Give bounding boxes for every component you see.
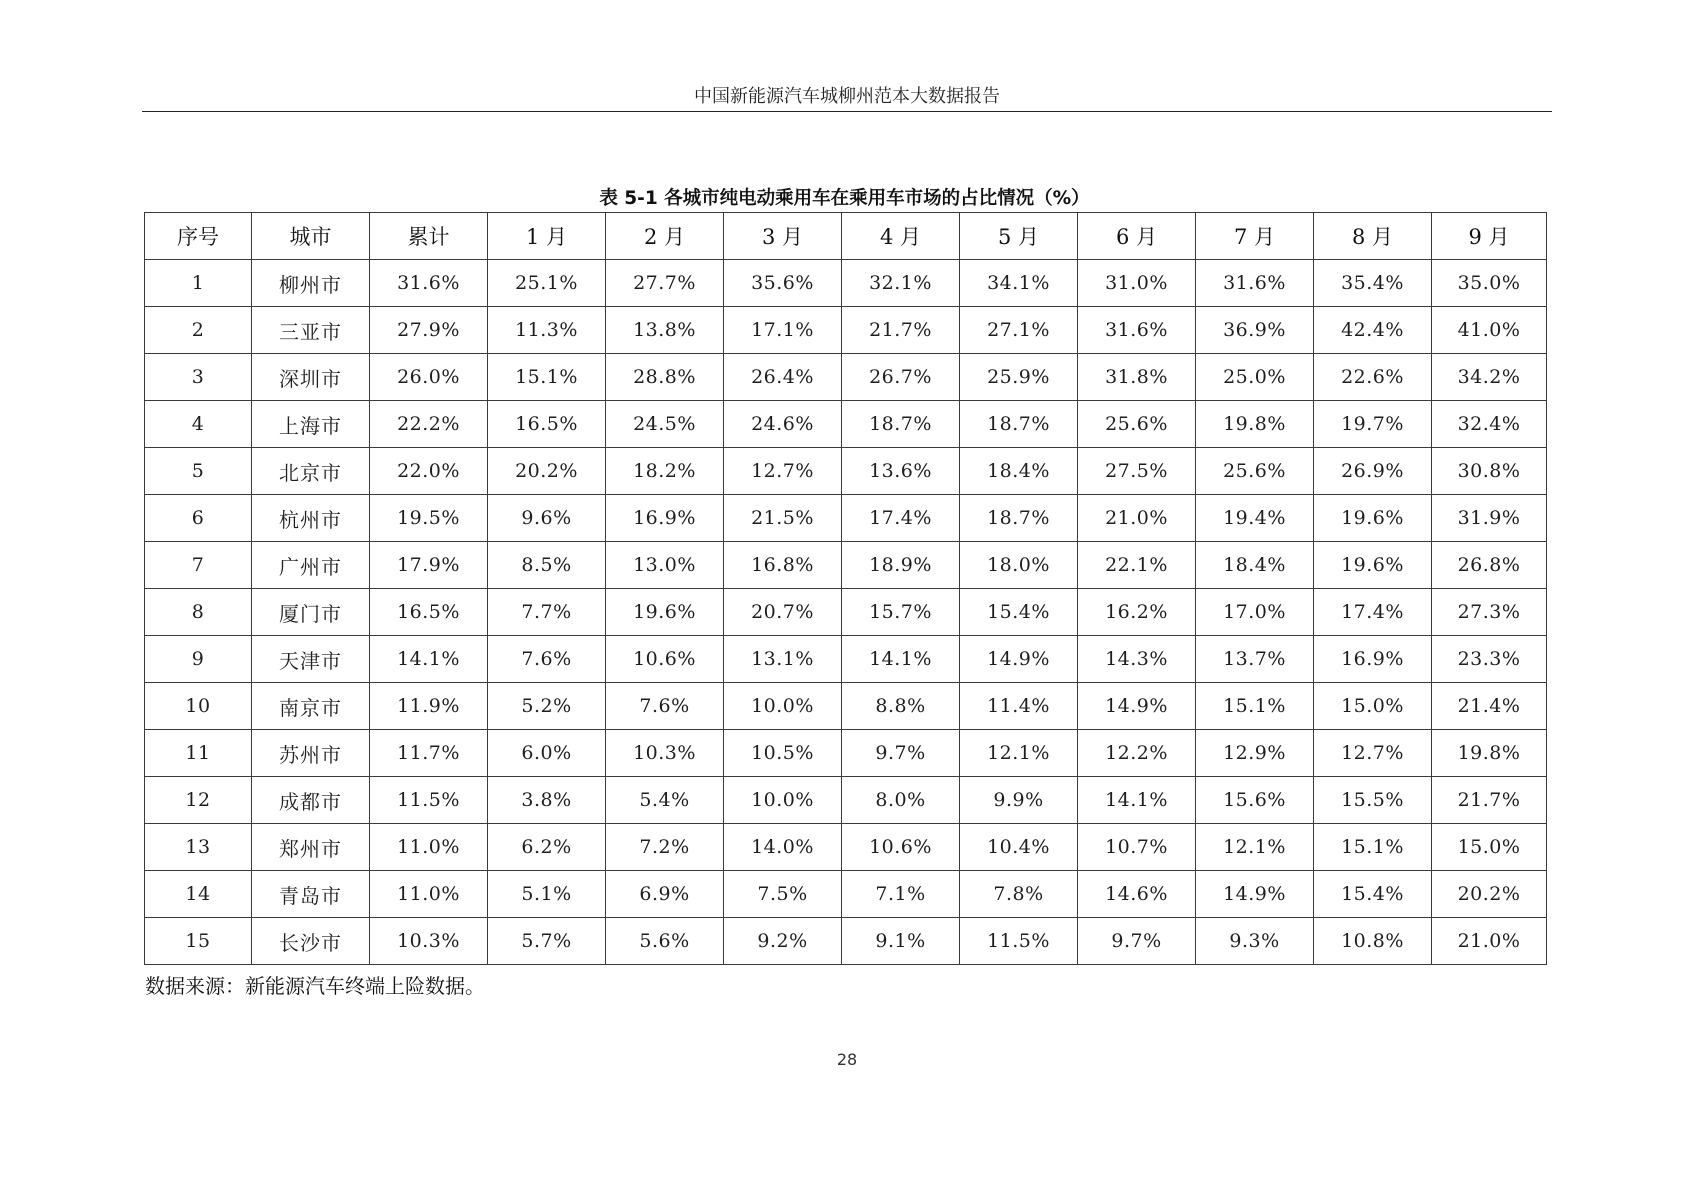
percent-cell: 11.4%: [960, 683, 1078, 730]
percent-cell: 19.6%: [606, 589, 724, 636]
row-index-cell: 3: [145, 354, 252, 401]
percent-cell: 28.8%: [606, 354, 724, 401]
percent-cell: 14.9%: [960, 636, 1078, 683]
percent-cell: 41.0%: [1432, 307, 1547, 354]
page-header-title: 中国新能源汽车城柳州范本大数据报告: [694, 86, 1000, 107]
city-name-cell: 北京市: [252, 448, 370, 495]
table-row: [145, 589, 1547, 636]
percent-cell: 27.9%: [370, 307, 488, 354]
row-index-cell: 12: [145, 777, 252, 824]
percent-cell: 24.6%: [724, 401, 842, 448]
table-row: [145, 307, 1547, 354]
percent-cell: 10.7%: [1078, 824, 1196, 871]
percent-cell: 22.2%: [370, 401, 488, 448]
city-name-cell: 广州市: [252, 542, 370, 589]
row-index-cell: 4: [145, 401, 252, 448]
percent-cell: 17.0%: [1196, 589, 1314, 636]
percent-cell: 12.7%: [724, 448, 842, 495]
column-header: 序号: [145, 213, 252, 260]
percent-cell: 7.7%: [488, 589, 606, 636]
percent-cell: 13.1%: [724, 636, 842, 683]
percent-cell: 21.5%: [724, 495, 842, 542]
percent-cell: 13.7%: [1196, 636, 1314, 683]
percent-cell: 35.6%: [724, 260, 842, 307]
percent-cell: 14.3%: [1078, 636, 1196, 683]
percent-cell: 19.6%: [1314, 542, 1432, 589]
percent-cell: 7.2%: [606, 824, 724, 871]
percent-cell: 13.8%: [606, 307, 724, 354]
city-name-cell: 上海市: [252, 401, 370, 448]
table-row: [145, 683, 1547, 730]
percent-cell: 19.8%: [1432, 730, 1547, 777]
table-row: [145, 260, 1547, 307]
percent-cell: 6.9%: [606, 871, 724, 918]
percent-cell: 18.4%: [960, 448, 1078, 495]
percent-cell: 30.8%: [1432, 448, 1547, 495]
percent-cell: 21.4%: [1432, 683, 1547, 730]
column-header: 5 月: [960, 213, 1078, 260]
percent-cell: 16.2%: [1078, 589, 1196, 636]
percent-cell: 7.6%: [606, 683, 724, 730]
percent-cell: 35.0%: [1432, 260, 1547, 307]
percent-cell: 15.1%: [1196, 683, 1314, 730]
percent-cell: 9.7%: [1078, 918, 1196, 965]
percent-cell: 16.5%: [370, 589, 488, 636]
percent-cell: 20.2%: [1432, 871, 1547, 918]
percent-cell: 14.0%: [724, 824, 842, 871]
percent-cell: 6.2%: [488, 824, 606, 871]
percent-cell: 31.9%: [1432, 495, 1547, 542]
percent-cell: 15.0%: [1314, 683, 1432, 730]
percent-cell: 18.4%: [1196, 542, 1314, 589]
percent-cell: 21.7%: [842, 307, 960, 354]
percent-cell: 25.9%: [960, 354, 1078, 401]
row-index-cell: 14: [145, 871, 252, 918]
percent-cell: 6.0%: [488, 730, 606, 777]
column-header: 3 月: [724, 213, 842, 260]
percent-cell: 21.0%: [1432, 918, 1547, 965]
row-index-cell: 5: [145, 448, 252, 495]
percent-cell: 42.4%: [1314, 307, 1432, 354]
percent-cell: 15.1%: [488, 354, 606, 401]
percent-cell: 27.3%: [1432, 589, 1547, 636]
percent-cell: 22.0%: [370, 448, 488, 495]
percent-cell: 15.6%: [1196, 777, 1314, 824]
percent-cell: 12.2%: [1078, 730, 1196, 777]
percent-cell: 11.0%: [370, 871, 488, 918]
percent-cell: 20.2%: [488, 448, 606, 495]
percent-cell: 26.7%: [842, 354, 960, 401]
percent-cell: 9.9%: [960, 777, 1078, 824]
percent-cell: 12.1%: [960, 730, 1078, 777]
percent-cell: 5.6%: [606, 918, 724, 965]
percent-cell: 10.0%: [724, 777, 842, 824]
percent-cell: 14.1%: [1078, 777, 1196, 824]
percent-cell: 19.6%: [1314, 495, 1432, 542]
percent-cell: 8.0%: [842, 777, 960, 824]
percent-cell: 5.1%: [488, 871, 606, 918]
column-header: 城市: [252, 213, 370, 260]
column-header: 7 月: [1196, 213, 1314, 260]
percent-cell: 35.4%: [1314, 260, 1432, 307]
percent-cell: 31.8%: [1078, 354, 1196, 401]
percent-cell: 32.4%: [1432, 401, 1547, 448]
table-caption: 表 5-1 各城市纯电动乘用车在乘用车市场的占比情况（%）: [599, 188, 1090, 209]
percent-cell: 14.9%: [1196, 871, 1314, 918]
table-row: [145, 730, 1547, 777]
percent-cell: 5.4%: [606, 777, 724, 824]
percent-cell: 17.1%: [724, 307, 842, 354]
percent-cell: 17.9%: [370, 542, 488, 589]
percent-cell: 26.8%: [1432, 542, 1547, 589]
table-row: [145, 824, 1547, 871]
percent-cell: 9.3%: [1196, 918, 1314, 965]
percent-cell: 27.5%: [1078, 448, 1196, 495]
row-index-cell: 11: [145, 730, 252, 777]
percent-cell: 15.5%: [1314, 777, 1432, 824]
city-name-cell: 苏州市: [252, 730, 370, 777]
table-row: [145, 354, 1547, 401]
table-row: [145, 871, 1547, 918]
percent-cell: 8.5%: [488, 542, 606, 589]
percent-cell: 9.6%: [488, 495, 606, 542]
percent-cell: 11.7%: [370, 730, 488, 777]
percent-cell: 18.7%: [960, 495, 1078, 542]
row-index-cell: 8: [145, 589, 252, 636]
city-name-cell: 成都市: [252, 777, 370, 824]
percent-cell: 9.2%: [724, 918, 842, 965]
percent-cell: 12.1%: [1196, 824, 1314, 871]
percent-cell: 19.4%: [1196, 495, 1314, 542]
percent-cell: 22.1%: [1078, 542, 1196, 589]
percent-cell: 8.8%: [842, 683, 960, 730]
percent-cell: 31.6%: [1078, 307, 1196, 354]
percent-cell: 26.4%: [724, 354, 842, 401]
percent-cell: 32.1%: [842, 260, 960, 307]
row-index-cell: 13: [145, 824, 252, 871]
percent-cell: 16.5%: [488, 401, 606, 448]
percent-cell: 11.9%: [370, 683, 488, 730]
percent-cell: 20.7%: [724, 589, 842, 636]
column-header: 2 月: [606, 213, 724, 260]
percent-cell: 34.2%: [1432, 354, 1547, 401]
city-name-cell: 长沙市: [252, 918, 370, 965]
column-header: 6 月: [1078, 213, 1196, 260]
percent-cell: 15.4%: [1314, 871, 1432, 918]
table-row: [145, 636, 1547, 683]
percent-cell: 10.3%: [606, 730, 724, 777]
percent-cell: 14.1%: [370, 636, 488, 683]
percent-cell: 34.1%: [960, 260, 1078, 307]
column-header: 1 月: [488, 213, 606, 260]
percent-cell: 18.7%: [842, 401, 960, 448]
percent-cell: 25.1%: [488, 260, 606, 307]
percent-cell: 25.0%: [1196, 354, 1314, 401]
city-name-cell: 深圳市: [252, 354, 370, 401]
percent-cell: 15.4%: [960, 589, 1078, 636]
percent-cell: 5.7%: [488, 918, 606, 965]
percent-cell: 26.0%: [370, 354, 488, 401]
percent-cell: 16.9%: [606, 495, 724, 542]
percent-cell: 7.8%: [960, 871, 1078, 918]
city-name-cell: 三亚市: [252, 307, 370, 354]
percent-cell: 14.6%: [1078, 871, 1196, 918]
city-name-cell: 厦门市: [252, 589, 370, 636]
table-header-row: [145, 213, 1547, 260]
percent-cell: 7.1%: [842, 871, 960, 918]
percent-cell: 26.9%: [1314, 448, 1432, 495]
percent-cell: 3.8%: [488, 777, 606, 824]
percent-cell: 12.7%: [1314, 730, 1432, 777]
data-table-container: [144, 212, 1546, 965]
column-header: 累计: [370, 213, 488, 260]
percent-cell: 18.9%: [842, 542, 960, 589]
percent-cell: 18.0%: [960, 542, 1078, 589]
percent-cell: 19.5%: [370, 495, 488, 542]
percent-cell: 18.2%: [606, 448, 724, 495]
table-row: [145, 542, 1547, 589]
percent-cell: 11.5%: [370, 777, 488, 824]
page-number: 28: [836, 1050, 858, 1069]
percent-cell: 16.8%: [724, 542, 842, 589]
percent-cell: 10.6%: [842, 824, 960, 871]
percent-cell: 7.6%: [488, 636, 606, 683]
table-row: [145, 777, 1547, 824]
percent-cell: 5.2%: [488, 683, 606, 730]
percent-cell: 10.3%: [370, 918, 488, 965]
percent-cell: 16.9%: [1314, 636, 1432, 683]
percent-cell: 36.9%: [1196, 307, 1314, 354]
table-row: [145, 495, 1547, 542]
percent-cell: 10.6%: [606, 636, 724, 683]
row-index-cell: 9: [145, 636, 252, 683]
table-row: [145, 448, 1547, 495]
percent-cell: 13.6%: [842, 448, 960, 495]
percent-cell: 25.6%: [1078, 401, 1196, 448]
header-divider: [142, 111, 1552, 112]
percent-cell: 12.9%: [1196, 730, 1314, 777]
row-index-cell: 1: [145, 260, 252, 307]
percent-cell: 19.7%: [1314, 401, 1432, 448]
city-name-cell: 郑州市: [252, 824, 370, 871]
percent-cell: 21.0%: [1078, 495, 1196, 542]
city-name-cell: 青岛市: [252, 871, 370, 918]
row-index-cell: 15: [145, 918, 252, 965]
row-index-cell: 10: [145, 683, 252, 730]
table-row: [145, 401, 1547, 448]
percent-cell: 24.5%: [606, 401, 724, 448]
column-header: 9 月: [1432, 213, 1547, 260]
city-name-cell: 南京市: [252, 683, 370, 730]
percent-cell: 11.3%: [488, 307, 606, 354]
percent-cell: 13.0%: [606, 542, 724, 589]
ev-share-table: [144, 212, 1547, 965]
percent-cell: 31.0%: [1078, 260, 1196, 307]
percent-cell: 14.9%: [1078, 683, 1196, 730]
percent-cell: 10.8%: [1314, 918, 1432, 965]
percent-cell: 15.0%: [1432, 824, 1547, 871]
city-name-cell: 柳州市: [252, 260, 370, 307]
percent-cell: 14.1%: [842, 636, 960, 683]
percent-cell: 10.0%: [724, 683, 842, 730]
percent-cell: 23.3%: [1432, 636, 1547, 683]
percent-cell: 22.6%: [1314, 354, 1432, 401]
percent-cell: 27.7%: [606, 260, 724, 307]
percent-cell: 9.7%: [842, 730, 960, 777]
percent-cell: 15.7%: [842, 589, 960, 636]
percent-cell: 31.6%: [370, 260, 488, 307]
percent-cell: 7.5%: [724, 871, 842, 918]
percent-cell: 10.5%: [724, 730, 842, 777]
table-body: [145, 260, 1547, 965]
column-header: 8 月: [1314, 213, 1432, 260]
table-row: [145, 918, 1547, 965]
percent-cell: 11.5%: [960, 918, 1078, 965]
percent-cell: 17.4%: [842, 495, 960, 542]
percent-cell: 19.8%: [1196, 401, 1314, 448]
percent-cell: 15.1%: [1314, 824, 1432, 871]
percent-cell: 25.6%: [1196, 448, 1314, 495]
percent-cell: 10.4%: [960, 824, 1078, 871]
row-index-cell: 7: [145, 542, 252, 589]
column-header: 4 月: [842, 213, 960, 260]
percent-cell: 9.1%: [842, 918, 960, 965]
percent-cell: 21.7%: [1432, 777, 1547, 824]
percent-cell: 17.4%: [1314, 589, 1432, 636]
percent-cell: 27.1%: [960, 307, 1078, 354]
source-note: 数据来源：新能源汽车终端上险数据。: [145, 974, 485, 998]
percent-cell: 31.6%: [1196, 260, 1314, 307]
row-index-cell: 6: [145, 495, 252, 542]
city-name-cell: 杭州市: [252, 495, 370, 542]
row-index-cell: 2: [145, 307, 252, 354]
percent-cell: 11.0%: [370, 824, 488, 871]
percent-cell: 18.7%: [960, 401, 1078, 448]
city-name-cell: 天津市: [252, 636, 370, 683]
